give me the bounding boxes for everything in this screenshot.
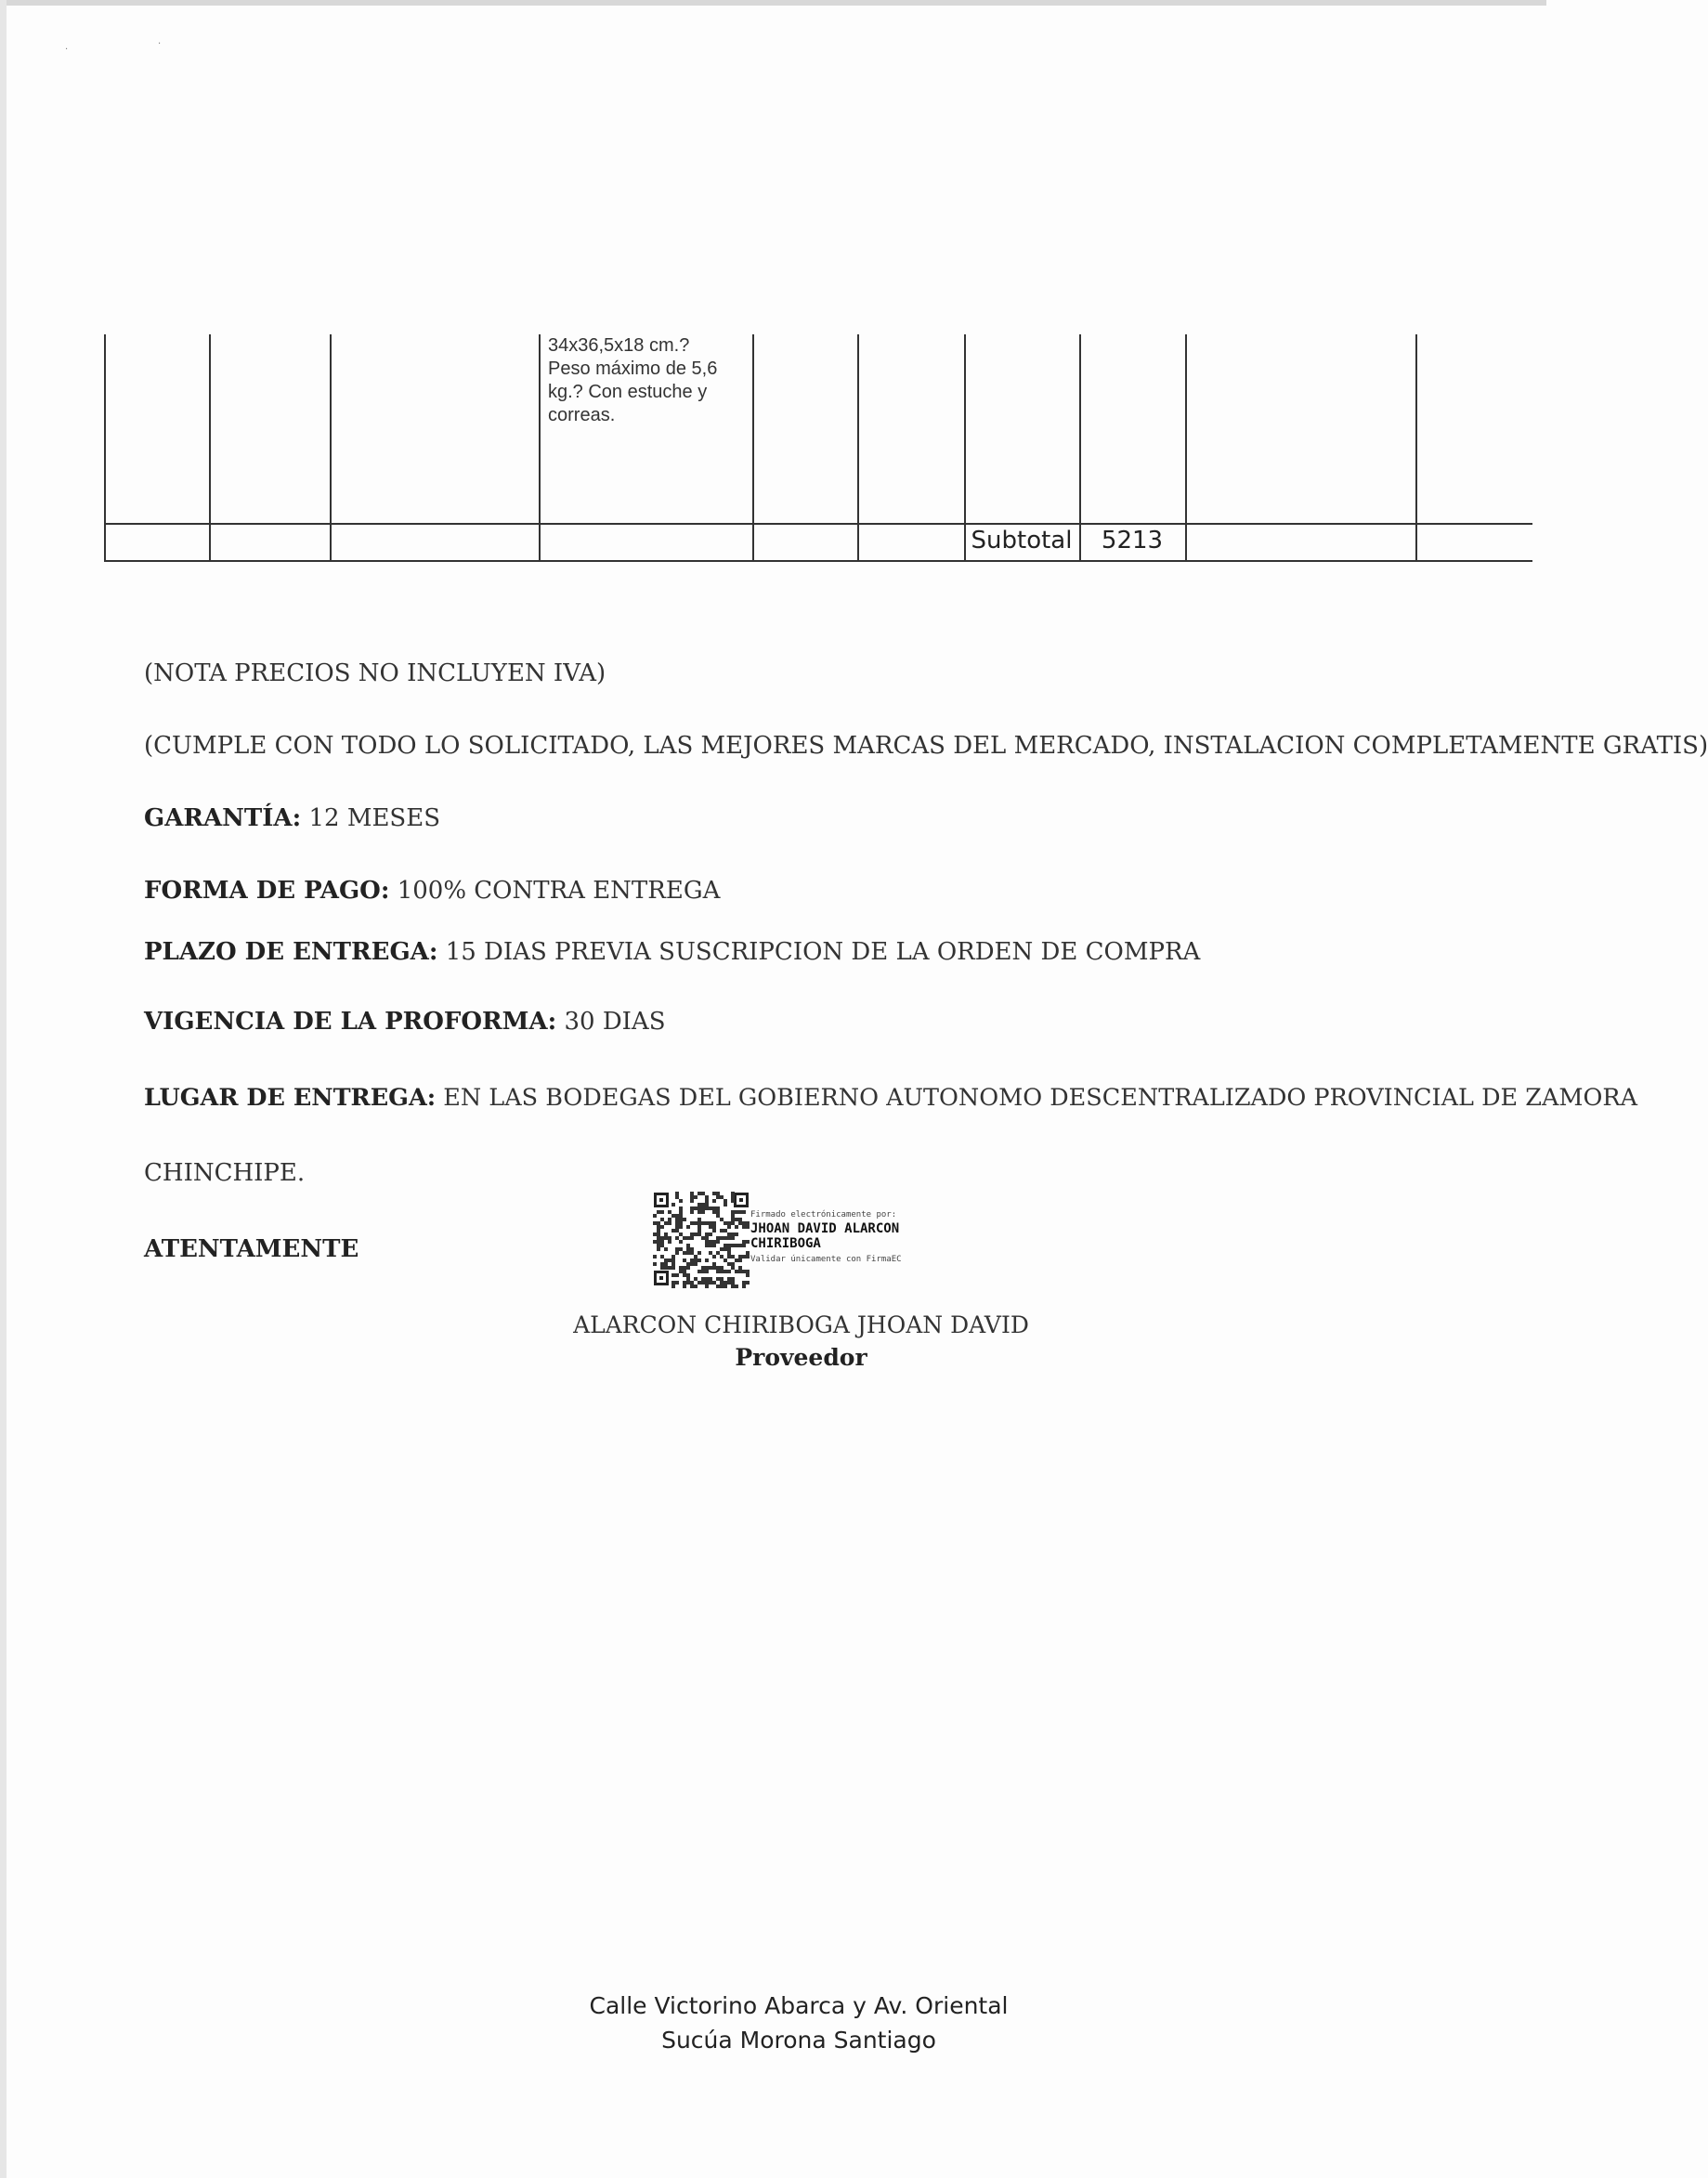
delivery-place-value: EN LAS BODEGAS DEL GOBIERNO AUTONOMO DESCENTRALIZADO PROVINCIAL DE ZAMORA — [443, 1084, 1638, 1112]
description-line: kg.? Con estuche y — [548, 382, 708, 402]
price-note: (NOTA PRECIOS NO INCLUYEN IVA) — [144, 659, 606, 687]
qr-code-icon — [652, 1191, 750, 1287]
signer-name: ALARCON CHIRIBOGA JHOAN DAVID — [573, 1311, 1029, 1338]
table-border — [857, 334, 859, 562]
signed-by-label: Firmado electrónicamente por: — [750, 1210, 897, 1219]
table-border — [104, 523, 1532, 525]
payment-value: 100% CONTRA ENTREGA — [397, 877, 721, 905]
table-border — [330, 334, 332, 562]
validate-label: Validar únicamente con FirmaEC — [750, 1255, 902, 1264]
page-edge-left — [0, 0, 7, 2178]
footer-address-line2: Sucúa Morona Santiago — [661, 2027, 936, 2054]
validity-label: VIGENCIA DE LA PROFORMA: — [144, 1008, 557, 1036]
closing-text: ATENTAMENTE — [144, 1235, 359, 1263]
signer-name-line1: JHOAN DAVID ALARCON — [750, 1221, 900, 1236]
payment-label: FORMA DE PAGO: — [144, 877, 390, 905]
scan-speck: · — [158, 39, 162, 49]
item-description — [548, 334, 757, 427]
validity-value: 30 DIAS — [564, 1008, 666, 1036]
table-border — [1185, 334, 1187, 562]
items-table — [104, 334, 1532, 562]
table-border — [209, 334, 211, 562]
description-line: 34x36,5x18 cm.? — [548, 335, 690, 356]
warranty-label: GARANTÍA: — [144, 804, 302, 832]
table-border — [539, 334, 541, 562]
delivery-time-label: PLAZO DE ENTREGA: — [144, 938, 438, 966]
footer-address-line1: Calle Victorino Abarca y Av. Oriental — [589, 1992, 1009, 2019]
signer-name-line2: CHIRIBOGA — [750, 1236, 821, 1251]
warranty-value: 12 MESES — [308, 804, 441, 832]
subtotal-value: 5213 — [1101, 527, 1164, 554]
warranty-line — [144, 804, 440, 832]
page-edge — [0, 0, 1546, 6]
description-line: correas. — [548, 405, 616, 425]
table-border — [104, 334, 106, 562]
delivery-time-line — [144, 938, 1200, 966]
subtotal-label: Subtotal — [971, 527, 1073, 554]
table-border — [1415, 334, 1417, 562]
table-border — [104, 560, 1532, 562]
delivery-time-value: 15 DIAS PREVIA SUSCRIPCION DE LA ORDEN DE COMPRA — [445, 938, 1201, 966]
scan-speck: · — [65, 45, 69, 55]
delivery-place-line — [144, 1084, 1637, 1112]
description-line: Peso máximo de 5,6 — [548, 359, 718, 379]
validity-line — [144, 1008, 666, 1036]
compliance-note: (CUMPLE CON TODO LO SOLICITADO, LAS MEJORES MARCAS DEL MERCADO, INSTALACION COMPLETAMENTE GRATIS) — [144, 732, 1708, 760]
delivery-place-label: LUGAR DE ENTREGA: — [144, 1084, 437, 1112]
signer-role: Proveedor — [735, 1344, 867, 1371]
delivery-place-continuation: CHINCHIPE. — [144, 1159, 306, 1187]
payment-line — [144, 877, 720, 905]
